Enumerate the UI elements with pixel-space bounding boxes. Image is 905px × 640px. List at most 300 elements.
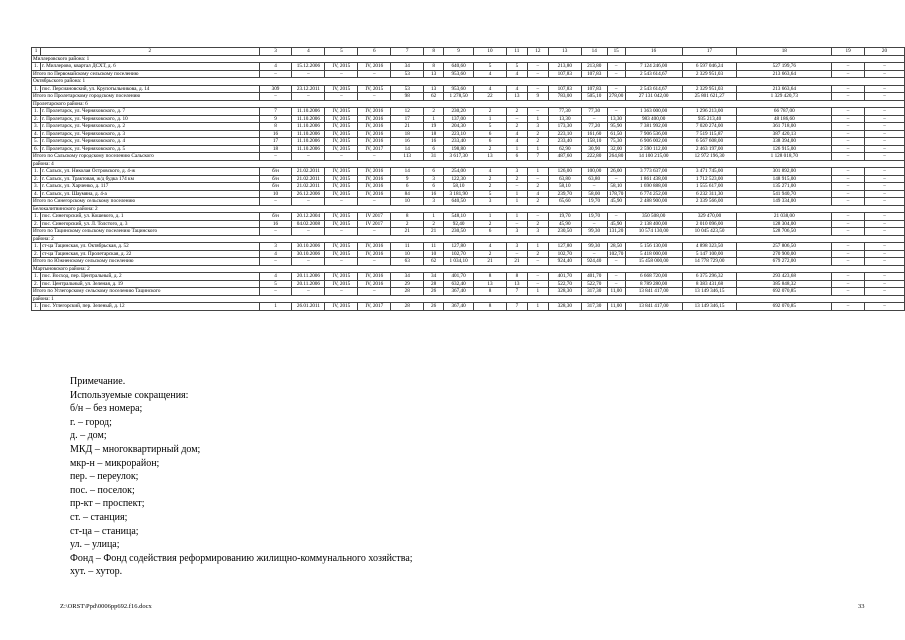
table-row [32, 183, 905, 191]
table-cell: 2 [391, 220, 424, 228]
table-cell: 6 [474, 228, 507, 236]
table-cell: 8 [474, 288, 507, 296]
table-cell: 107,83 [548, 70, 581, 78]
table-cell: 1 128 018,70 [737, 153, 832, 161]
subtotal-label: Итого по Южненскому сельскому поселению [32, 258, 260, 266]
table-cell: 45,90 [607, 198, 625, 206]
table-cell: – [581, 250, 607, 258]
table-cell: 2 329 951,03 [682, 85, 737, 93]
address-cell: ст-ца Тацинская, ул. Октябрьская, д. 52 [40, 243, 259, 251]
table-cell: IV, 2015 [325, 250, 358, 258]
table-cell: 7 906 536,00 [625, 130, 682, 138]
table-cell: 21.02.2011 [292, 175, 325, 183]
table-cell: IV, 2017 [358, 145, 391, 153]
table-cell: IV, 2015 [325, 273, 358, 281]
address-cell: г. Сальск, ул. Харченко, д. 117 [40, 183, 259, 191]
table-cell: 6. [32, 145, 41, 153]
table-cell: 8 [506, 273, 527, 281]
table-cell: – [581, 115, 607, 123]
table-cell: – [865, 70, 905, 78]
table-cell: – [527, 280, 548, 288]
table-cell: б/н [259, 168, 292, 176]
subtotal-row [32, 198, 905, 206]
table-cell: 1. [32, 213, 41, 221]
table-cell: – [259, 258, 292, 266]
table-cell: 1 [527, 243, 548, 251]
table-cell: 401,70 [444, 273, 474, 281]
column-number: 15 [607, 48, 625, 56]
table-cell: 102,70 [444, 250, 474, 258]
table-cell: 6 [506, 153, 527, 161]
table-cell: 278,00 [609, 93, 624, 100]
table-row [32, 220, 905, 228]
table-cell: 3 [527, 228, 548, 236]
table-cell: 58,10 [548, 183, 581, 191]
table-cell: 92,40 [444, 220, 474, 228]
abbreviation-item: ул. – улица; [70, 539, 120, 551]
table-cell: – [527, 108, 548, 116]
table-cell: – [259, 198, 292, 206]
table-cell: 102,70 [548, 250, 581, 258]
table-cell: 2 [474, 145, 507, 153]
table-cell: IV 2017 [358, 213, 391, 221]
table-cell: – [832, 130, 865, 138]
column-number: 1 [32, 48, 41, 56]
table-cell: – [358, 93, 391, 101]
table-cell: – [325, 288, 358, 296]
table-cell: – [292, 288, 325, 296]
section-heading-row [32, 235, 905, 243]
table-cell: 20.12.2004 [292, 213, 325, 221]
document-file-path: Z:\ORST\Ppd\0006pp692.f16.docx [60, 603, 152, 610]
table-cell: – [865, 303, 905, 311]
column-number: 2 [40, 48, 259, 56]
table-cell: 3. [32, 123, 41, 131]
table-cell: – [607, 213, 625, 221]
table-cell: 2. [32, 115, 41, 123]
table-cell: 2 [474, 183, 507, 191]
abbreviation-item: г. – город; [70, 416, 112, 428]
column-number: 4 [292, 48, 325, 56]
table-cell: 401,70 [548, 273, 581, 281]
table-cell: – [607, 273, 625, 281]
table-cell: 27 131 042,00 [625, 93, 682, 101]
table-cell: 63,80 [548, 175, 581, 183]
table-cell: 213 663,64 [737, 70, 832, 78]
table-cell: 7 381 992,00 [625, 123, 682, 131]
table-cell: IV, 2016 [358, 250, 391, 258]
table-cell: 13 149 346,15 [682, 303, 737, 311]
table-cell: 3 617,30 [444, 153, 474, 161]
column-number: 17 [682, 48, 737, 56]
table-cell: 65,60 [548, 198, 581, 206]
section-heading-row [32, 55, 905, 63]
section-heading: района: 1 [32, 295, 905, 303]
table-cell: 401,70 [581, 273, 607, 281]
table-cell: 361 718,00 [737, 123, 832, 131]
table-cell: 61,50 [607, 130, 625, 138]
table-cell: – [581, 183, 607, 191]
abbreviations-list [70, 402, 413, 579]
table-cell: 148 915,00 [737, 175, 832, 183]
table-cell: 04.02.2008 [292, 220, 325, 228]
table-cell: – [832, 288, 865, 296]
subtotal-label: Итого по Первомайскому сельскому поселению [32, 70, 260, 78]
table-cell: 2. [32, 175, 41, 183]
table-cell: 98 [391, 93, 424, 101]
table-cell: – [607, 85, 625, 93]
table-cell: 10 045 423,50 [682, 228, 737, 236]
table-cell: 6 567 608,00 [682, 138, 737, 146]
table-cell: 113 [391, 153, 424, 161]
notes-section [70, 375, 413, 579]
table-cell: 222,80 [581, 153, 607, 161]
table-cell: 350 508,00 [625, 213, 682, 221]
table-row [32, 123, 905, 131]
subtotal-row [32, 93, 905, 101]
table-cell: IV, 2016 [358, 183, 391, 191]
table-cell: 10 [391, 198, 424, 206]
table-cell: 63,80 [581, 175, 607, 183]
table-row [32, 85, 905, 93]
table-cell: 14 778 729,00 [682, 258, 737, 266]
table-cell: 2. [32, 220, 41, 228]
table-cell: 6 232 311,30 [682, 190, 737, 198]
table-cell: 21 038,00 [737, 213, 832, 221]
table-cell: 1 363 000,00 [625, 108, 682, 116]
abbreviation-item: хут. – хутор. [70, 566, 123, 578]
table-cell: – [832, 280, 865, 288]
table-cell: – [832, 273, 865, 281]
table-cell: 8 [474, 303, 507, 311]
table-cell: – [259, 228, 292, 236]
table-cell: 1. [32, 108, 41, 116]
table-cell: 254,00 [444, 168, 474, 176]
table-cell: 1 [506, 190, 527, 198]
table-cell: 8 [391, 213, 424, 221]
table-cell: 1. [32, 243, 41, 251]
table-row [32, 190, 905, 198]
table-cell: 640,60 [444, 63, 474, 71]
table-cell: 10 574 130,00 [625, 228, 682, 236]
table-cell: – [865, 123, 905, 131]
table-cell: 4 [506, 138, 527, 146]
table-cell: 13 [506, 280, 527, 288]
table-cell: 26 [424, 288, 444, 296]
table-cell: IV, 2016 [358, 243, 391, 251]
table-cell: – [607, 175, 625, 183]
table-cell: – [527, 70, 548, 78]
table-cell: 21 [424, 228, 444, 236]
table-cell: 953,60 [444, 85, 474, 93]
table-cell: IV, 2015 [325, 63, 358, 71]
table-cell: 3 [474, 198, 507, 206]
table-cell: 1 329 420,73 [737, 93, 832, 101]
table-cell: 10 [424, 250, 444, 258]
abbreviation-item: МКД – многоквартирный дом; [70, 443, 201, 455]
address-cell: пос. Синегорский, ул. Л. Толстого, д. 3 [40, 220, 259, 228]
table-cell: 19,70 [581, 213, 607, 221]
table-cell: – [832, 175, 865, 183]
table-cell: – [358, 198, 391, 206]
table-cell: IV, 2015 [325, 130, 358, 138]
table-cell: 13 [474, 153, 507, 161]
table-cell: 6 [424, 145, 444, 153]
table-cell: 30.10.2006 [292, 243, 325, 251]
table-cell: 2 [506, 175, 527, 183]
table-cell: 16 [424, 190, 444, 198]
table-cell: 2. [32, 280, 41, 288]
table-cell: 126 915,00 [737, 145, 832, 153]
table-cell: 1 861 438,00 [625, 175, 682, 183]
table-cell: 4 [259, 63, 292, 71]
address-cell: г. Сальск, ул. Николая Островского, д. 4-ж [40, 168, 259, 176]
table-cell: 487,60 [548, 153, 581, 161]
address-cell: г. Пролетарск, ул. Черняховского, д. 10 [40, 115, 259, 123]
table-cell: 161,60 [581, 130, 607, 138]
table-cell: – [292, 153, 325, 161]
table-cell: 28 [391, 288, 424, 296]
table-cell: 4 [474, 70, 507, 78]
table-cell: 4 [506, 130, 527, 138]
table-cell: 2 [424, 220, 444, 228]
table-cell: 983 400,00 [625, 115, 682, 123]
table-cell: – [865, 63, 905, 71]
table-cell: 13 [424, 70, 444, 78]
column-number: 13 [548, 48, 581, 56]
table-cell: 2 543 614,67 [625, 70, 682, 78]
table-cell: 8 [424, 63, 444, 71]
table-cell: 102,70 [609, 250, 624, 257]
table-cell: 7 [259, 108, 292, 116]
table-cell: 107,83 [548, 85, 581, 93]
table-cell: 6 [474, 138, 507, 146]
table-cell: 1 278,50 [444, 93, 474, 101]
table-cell: IV, 2015 [325, 85, 358, 93]
table-cell: 213,80 [548, 63, 581, 71]
table-cell: – [832, 198, 865, 206]
column-number: 11 [506, 48, 527, 56]
table-cell: 10 [259, 190, 292, 198]
table-cell: б/н [259, 175, 292, 183]
table-cell: 84 [391, 190, 424, 198]
table-cell: 58,10 [444, 183, 474, 191]
table-cell: 10 [391, 250, 424, 258]
table-cell: – [292, 93, 325, 101]
section-heading: района: 4 [32, 160, 905, 168]
table-cell: 198,80 [444, 145, 474, 153]
table-cell: 1 [259, 303, 292, 311]
table-cell: – [527, 63, 548, 71]
table-cell: 1 [527, 145, 548, 153]
table-cell: 5 [474, 63, 507, 71]
table-cell: 149 334,00 [737, 198, 832, 206]
table-cell: – [527, 273, 548, 281]
table-cell: 6 375 296,32 [682, 273, 737, 281]
table-cell: – [832, 258, 865, 266]
section-heading-row [32, 78, 905, 86]
table-cell: 26 [424, 303, 444, 311]
table-cell: 6 597 046,24 [682, 63, 737, 71]
table-cell: – [865, 93, 905, 101]
table-cell: 22 [474, 93, 507, 101]
table-cell: 1 [527, 288, 548, 296]
table-cell: 7 020 274,00 [682, 123, 737, 131]
table-cell: – [832, 220, 865, 228]
table-cell: IV, 2016 [358, 108, 391, 116]
table-row [32, 250, 905, 258]
table-row [32, 168, 905, 176]
table-cell: – [832, 85, 865, 93]
subtotal-row [32, 70, 905, 78]
section-heading-row [32, 265, 905, 273]
table-cell: 58,10 [607, 183, 625, 191]
table-cell: 19 [424, 123, 444, 131]
table-cell: 2. [32, 250, 41, 258]
table-cell: – [358, 70, 391, 78]
table-cell: 505,10 [581, 93, 607, 101]
table-cell: – [358, 258, 391, 266]
table-cell: 13 841 417,00 [625, 288, 682, 296]
table-cell: – [865, 198, 905, 206]
table-cell: 223,10 [548, 130, 581, 138]
table-cell: 230,50 [548, 228, 581, 236]
table-cell: 4 [474, 243, 507, 251]
table-cell: 6 [424, 183, 444, 191]
section-heading-row [32, 295, 905, 303]
table-cell: 13,30 [607, 115, 625, 123]
table-cell: 1 [527, 115, 548, 123]
table-cell: 99,30 [581, 228, 607, 236]
table-cell: IV, 2015 [325, 243, 358, 251]
table-cell: 2 329 951,03 [682, 70, 737, 78]
section-heading: Мартыновского района: 2 [32, 265, 905, 273]
table-cell: – [325, 153, 358, 161]
table-cell: 131,20 [609, 228, 624, 235]
table-cell: 173,30 [548, 123, 581, 131]
address-cell: г. Пролетарск, ул. Черняховского, д. 4 [40, 138, 259, 146]
table-cell: 26,00 [607, 168, 625, 176]
table-cell: – [358, 288, 391, 296]
table-cell: – [865, 258, 905, 266]
table-cell: – [292, 228, 325, 236]
table-cell: 4. [32, 130, 41, 138]
table-cell: 100,00 [581, 168, 607, 176]
table-cell: IV, 2016 [358, 273, 391, 281]
table-cell: 5 418 000,00 [625, 250, 682, 258]
table-cell: 239,70 [548, 190, 581, 198]
table-cell: – [865, 273, 905, 281]
table-cell: 14 [391, 168, 424, 176]
table-cell: – [292, 198, 325, 206]
table-cell: 328,30 [548, 288, 581, 296]
table-cell: 126,00 [548, 168, 581, 176]
table-cell: 3 773 637,00 [625, 168, 682, 176]
table-cell: – [832, 93, 865, 101]
table-cell: – [292, 70, 325, 78]
table-cell: IV, 2015 [325, 280, 358, 288]
table-cell: 3 [506, 168, 527, 176]
table-row [32, 213, 905, 221]
section-heading-row [32, 160, 905, 168]
table-cell: – [832, 243, 865, 251]
table-row [32, 130, 905, 138]
table-cell: 17 [259, 138, 292, 146]
subtotal-label: Итого по Пролетарскому городскому поселению [32, 93, 260, 101]
table-cell: 12 [391, 108, 424, 116]
table-cell: 3 181,90 [444, 190, 474, 198]
table-cell: 2 488 900,00 [625, 198, 682, 206]
address-cell: г. Миллерово, квартал ДСХТ, д. 6 [40, 63, 259, 71]
table-cell: 15 458 000,00 [625, 258, 682, 266]
table-cell: IV, 2015 [325, 303, 358, 311]
table-cell: 8 789 280,00 [625, 280, 682, 288]
table-cell: IV, 2016 [358, 138, 391, 146]
table-cell: 924,40 [548, 258, 581, 266]
column-number: 6 [358, 48, 391, 56]
table-cell: 4 [474, 168, 507, 176]
column-number: 19 [832, 48, 865, 56]
table-cell: 32,00 [607, 145, 625, 153]
table-cell: – [527, 213, 548, 221]
table-cell: 317,30 [581, 303, 607, 311]
table-cell: – [358, 228, 391, 236]
table-cell: 11.10.2006 [292, 108, 325, 116]
table-row [32, 175, 905, 183]
table-cell: 640,50 [444, 198, 474, 206]
table-cell: 23.12.2011 [292, 85, 325, 93]
table-cell: 7 [506, 303, 527, 311]
column-number: 10 [474, 48, 507, 56]
table-cell: 522,70 [581, 280, 607, 288]
table-cell: – [865, 288, 905, 296]
table-cell: 9 [391, 175, 424, 183]
table-cell: 13 [424, 85, 444, 93]
table-cell: 270 900,00 [737, 250, 832, 258]
table-cell: – [865, 130, 905, 138]
page-number: 33 [858, 603, 865, 610]
table-cell: – [325, 198, 358, 206]
table-cell: – [832, 145, 865, 153]
table-row [32, 280, 905, 288]
table-cell: – [527, 85, 548, 93]
table-cell: 6 [474, 130, 507, 138]
table-cell: – [865, 213, 905, 221]
table-cell: 21 [506, 258, 527, 266]
subtotal-row [32, 153, 905, 161]
table-cell: 34 [424, 273, 444, 281]
table-cell: 30.10.2006 [292, 250, 325, 258]
table-cell: IV, 2015 [325, 175, 358, 183]
table-cell: 257 806,50 [737, 243, 832, 251]
table-cell: – [865, 108, 905, 116]
table-cell: 5. [32, 138, 41, 146]
table-cell: – [832, 303, 865, 311]
table-cell: 48 186,60 [737, 115, 832, 123]
table-cell: 692 070,85 [737, 303, 832, 311]
table-cell: 95,90 [607, 123, 625, 131]
table-cell: 20.11.2006 [292, 273, 325, 281]
table-cell: IV, 2015 [325, 108, 358, 116]
subtotal-row [32, 288, 905, 296]
table-cell: – [832, 63, 865, 71]
table-cell: – [292, 258, 325, 266]
table-cell: 16 [391, 138, 424, 146]
table-cell: 34 [391, 273, 424, 281]
column-number: 3 [259, 48, 292, 56]
table-cell: IV, 2015 [325, 145, 358, 153]
table-cell: 127,80 [444, 243, 474, 251]
